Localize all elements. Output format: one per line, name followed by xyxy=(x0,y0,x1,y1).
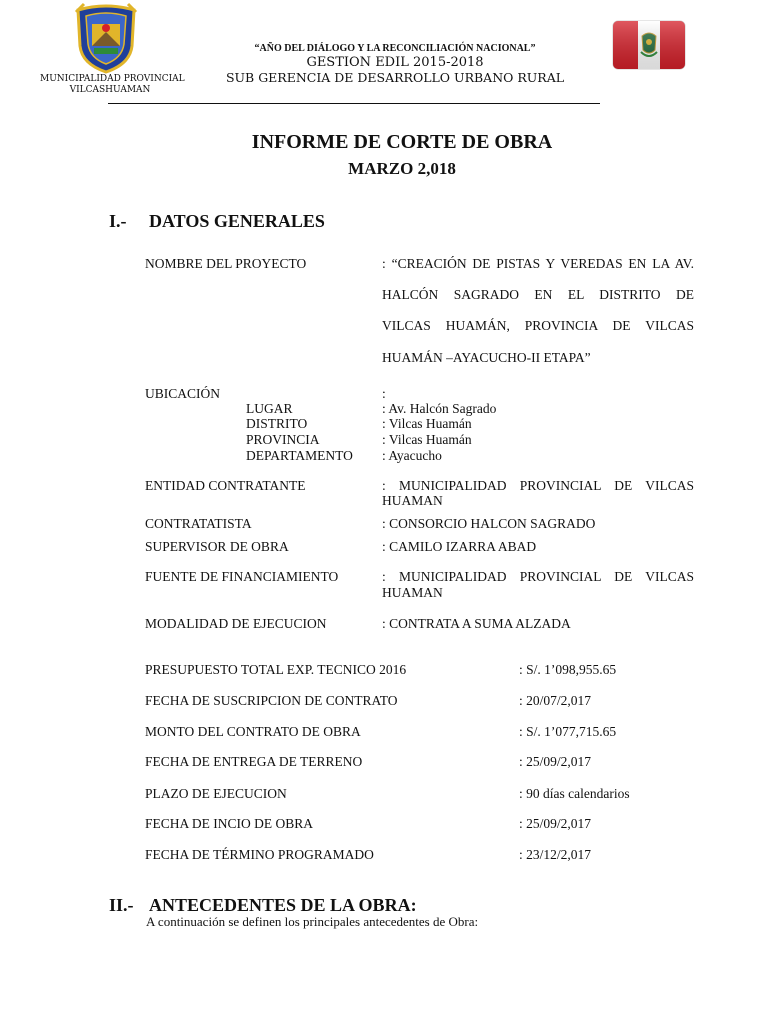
detail-label: FECHA DE ENTREGA DE TERRENO xyxy=(145,754,363,769)
section-title: ANTECEDENTES DE LA OBRA: xyxy=(149,895,417,915)
contractor-value: : CONSORCIO HALCON SAGRADO xyxy=(382,516,596,531)
detail-label: FECHA DE INCIO DE OBRA xyxy=(145,816,314,831)
detail-value: : S/. 1’098,955.65 xyxy=(519,662,617,677)
project-name-line: : “CREACIÓN DE PISTAS Y VEREDAS EN LA AV. xyxy=(382,256,694,271)
contracting-entity-label: ENTIDAD CONTRATANTE xyxy=(145,478,306,493)
detail-label: FECHA DE TÉRMINO PROGRAMADO xyxy=(145,847,374,862)
section-heading-background xyxy=(109,894,417,916)
detail-label: PLAZO DE EJECUCION xyxy=(145,786,287,801)
location-department-label: DEPARTAMENTO xyxy=(246,448,353,463)
contractor-label: CONTRATATISTA xyxy=(145,516,252,531)
project-name-line: HUAMÁN –AYACUCHO-II ETAPA” xyxy=(382,350,591,365)
location-department-value: : Ayacucho xyxy=(382,448,442,463)
location-district-label: DISTRITO xyxy=(246,416,308,431)
funding-source-label: FUENTE DE FINANCIAMIENTO xyxy=(145,569,339,584)
detail-value: : S/. 1’077,715.65 xyxy=(519,724,617,739)
detail-label: FECHA DE SUSCRIPCION DE CONTRATO xyxy=(145,693,398,708)
detail-label: MONTO DEL CONTRATO DE OBRA xyxy=(145,724,361,739)
section-title: DATOS GENERALES xyxy=(149,211,325,231)
project-name-line: VILCAS HUAMÁN, PROVINCIA DE VILCAS xyxy=(382,318,694,333)
municipality-name-line2: VILCASHUAMAN xyxy=(69,85,151,95)
funding-source-value-cont: HUAMAN xyxy=(382,585,443,600)
section-heading-general-data xyxy=(109,210,325,232)
contracting-entity-value: : MUNICIPALIDAD PROVINCIAL DE VILCAS xyxy=(382,478,694,493)
location-place-value: : Av. Halcón Sagrado xyxy=(382,401,497,416)
report-date: MARZO 2,018 xyxy=(348,159,456,178)
section-number: I.- xyxy=(109,211,127,231)
detail-value: : 23/12/2,017 xyxy=(519,847,592,862)
section-number: II.- xyxy=(109,895,134,915)
location-label: UBICACIÓN xyxy=(145,386,221,401)
execution-mode-label: MODALIDAD DE EJECUCION xyxy=(145,616,327,631)
execution-mode-value: : CONTRATA A SUMA ALZADA xyxy=(382,616,571,631)
location-colon: : xyxy=(382,386,386,401)
location-province-value: : Vilcas Huamán xyxy=(382,432,472,447)
municipality-name-line1: MUNICIPALIDAD PROVINCIAL xyxy=(40,74,185,84)
report-title: INFORME DE CORTE DE OBRA xyxy=(251,131,553,153)
supervisor-label: SUPERVISOR DE OBRA xyxy=(145,539,289,554)
location-province-label: PROVINCIA xyxy=(246,432,320,447)
project-name-label: NOMBRE DEL PROYECTO xyxy=(145,256,307,271)
gestion-line: GESTION EDIL 2015-2018 xyxy=(306,55,484,70)
header-rule xyxy=(108,103,600,104)
detail-value: : 20/07/2,017 xyxy=(519,693,592,708)
location-place-label: LUGAR xyxy=(246,401,293,416)
location-district-value: : Vilcas Huamán xyxy=(382,416,472,431)
detail-value: : 25/09/2,017 xyxy=(519,816,592,831)
supervisor-value: : CAMILO IZARRA ABAD xyxy=(382,539,537,554)
year-motto: “AÑO DEL DIÁLOGO Y LA RECONCILIACIÓN NACIONAL” xyxy=(254,43,536,54)
detail-value: : 90 días calendarios xyxy=(519,786,630,801)
detail-label: PRESUPUESTO TOTAL EXP. TECNICO 2016 xyxy=(145,662,407,677)
municipal-shield-icon xyxy=(72,2,140,74)
detail-value: : 25/09/2,017 xyxy=(519,754,592,769)
project-name-line: HALCÓN SAGRADO EN EL DISTRITO DE xyxy=(382,287,694,302)
section-intro-text: A continuación se definen los principales antecedentes de Obra: xyxy=(146,914,479,929)
subgerencia-line: SUB GERENCIA DE DESARROLLO URBANO RURAL xyxy=(225,70,565,85)
funding-source-value: : MUNICIPALIDAD PROVINCIAL DE VILCAS xyxy=(382,569,694,584)
peru-flag-icon xyxy=(612,20,686,70)
contracting-entity-value-cont: HUAMAN xyxy=(382,493,443,508)
